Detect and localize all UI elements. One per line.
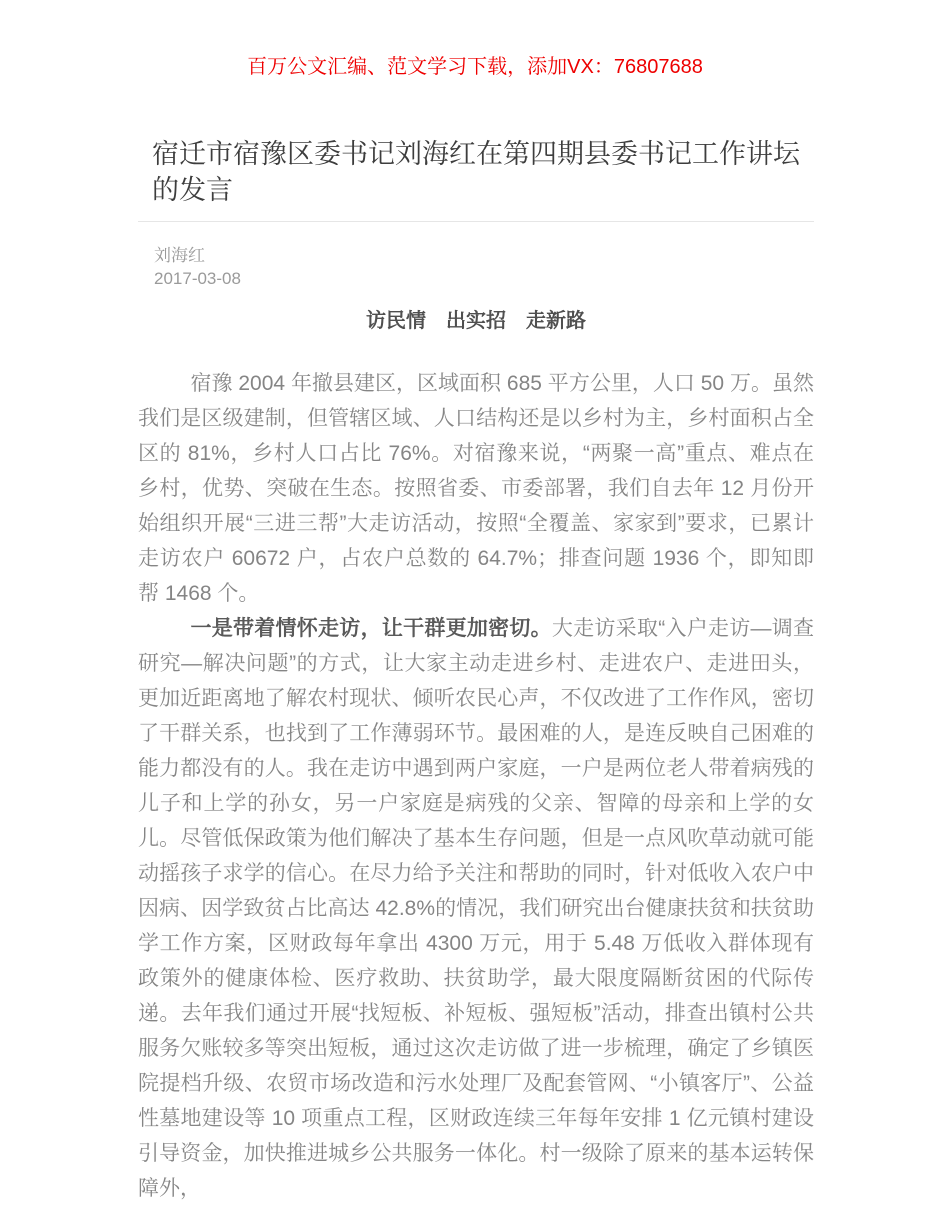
promo-banner-text: 百万公文汇编、范文学习下载，添加VX：76807688 — [247, 56, 703, 78]
paragraph-2-lead: 一是带着情怀走访，让干群更加密切。 — [190, 617, 552, 640]
author-name: 刘海红 — [154, 246, 205, 265]
paragraph-2 — [138, 611, 814, 1206]
paragraph-2-text: 大走访采取“入户走访—调查研究—解决问题”的方式，让大家主动走进乡村、走进农户、走进田头，更加近距离地了解农村现状、倾听农民心声，不仅改进了工作作风，密切了干群关系，也找到了工作薄弱环节。最困难的人，是连反映自己困难的能力都没有的人。我在走访中遇到两户家庭，一户是两位老人带着病残的儿子和上学的孙女，另一户家庭是病残的父亲、智障的母亲和上学的女儿。尽管低保政策为他们解决了基本生存问题，但是一点风吹草动就可能动摇孩子求学的信心。在尽力给予关注和帮助的同时，针对低收入农户中因病、因学致贫占比高达 42.8%的情况，我们研究出台健康扶贫和扶贫助学工作方案，区财政每年拿出 4300 万元，用于 5.48 万低收入群体现有政策外的健康体检、医疗救助、扶贫助学，最大限度隔断贫困的代际传递。去年我们通过开展“找短板、补短板、强短板”活动，排查出镇村公共服务欠账较多等突出短板，通过这次走访做了进一步梳理，确定了乡镇医院提档升级、农贸市场改造和污水处理厂及配套管网、“小镇客厅”、公益性墓地建设等 10 项重点工程，区财政连续三年每年安排 1 亿元镇村建设引导资金，加快推进城乡公共服务一体化。村一级除了原来的基本运转保障外， — [138, 617, 815, 1200]
article-meta — [138, 244, 814, 290]
promo-banner — [0, 0, 950, 80]
paragraph-1 — [138, 366, 814, 611]
article-container — [138, 136, 814, 1206]
paragraph-1-text: 宿豫 2004 年撤县建区，区域面积 685 平方公里，人口 50 万。虽然我们是区级建制，但管辖区域、人口结构还是以乡村为主，乡村面积占全区的 81%，乡村人口占比 76%。对宿豫来说，“两聚一高”重点、难点在乡村，优势、突破在生态。按照省委、市委部署，我们自去年 12 月份开始组织开展“三进三帮”大走访活动，按照“全覆盖、家家到”要求，已累计走访农户 60672 户，占农户总数的 64.7%；排查问题 1936 个，即知即帮 1468 个。 — [138, 372, 814, 605]
publish-date: 2017-03-08 — [154, 269, 241, 288]
title-divider — [138, 221, 814, 222]
article-subtitle: 访民情 出实招 走新路 — [366, 310, 586, 332]
page-title: 宿迁市宿豫区委书记刘海红在第四期县委书记工作讲坛的发言 — [152, 139, 800, 205]
article-body — [138, 366, 814, 1206]
